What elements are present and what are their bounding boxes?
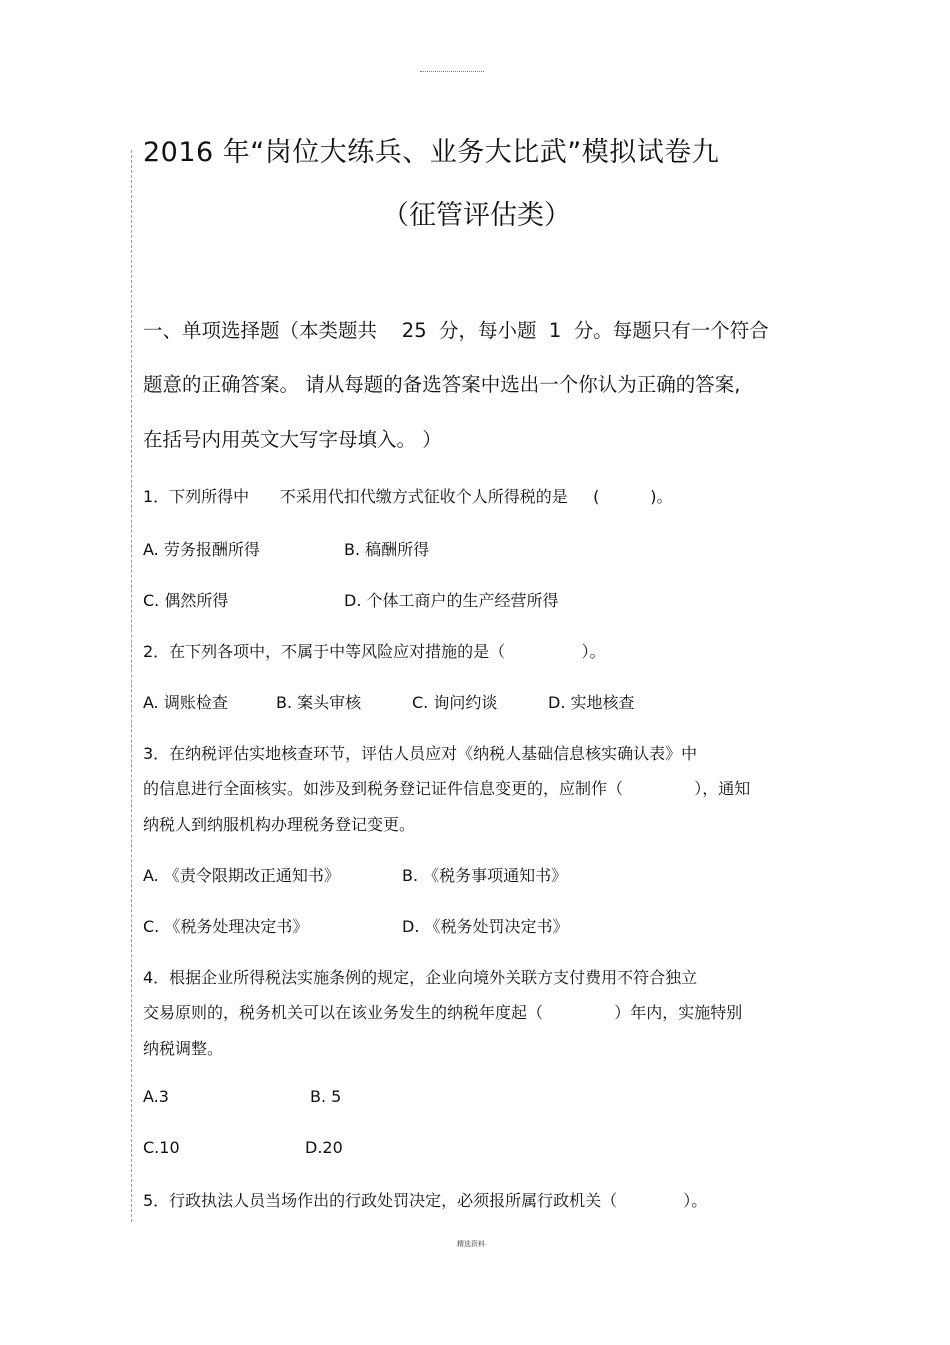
option-b: B. 稿酬所得 — [344, 540, 430, 559]
section-instruction-line: 在括号内用英文大写字母填入。 ） — [143, 428, 442, 451]
option-d: D. 实地核查 — [548, 693, 635, 712]
option-c: C. 询问约谈 — [412, 693, 498, 712]
section-instruction-line: 一、单项选择题（本类题共 25 分，每小题 1 分。每题只有一个符合 — [143, 319, 769, 342]
page-footer: 精选资料 — [457, 1240, 485, 1248]
question-text: 2．在下列各项中，不属于中等风险应对措施的是（ ）。 — [143, 642, 606, 661]
section-instruction-line: 题意的正确答案。 请从每题的备选答案中选出一个你认为正确的答案, — [143, 373, 741, 396]
question-text: 3．在纳税评估实地核查环节，评估人员应对《纳税人基础信息核实确认表》中 — [143, 744, 698, 763]
question-text: 纳税调整。 — [143, 1039, 224, 1058]
option-b: B. 5 — [310, 1087, 342, 1106]
question-text: 纳税人到纳服机构办理税务登记变更。 — [143, 815, 416, 834]
question-text: 1．下列所得中 不采用代扣代缴方式征收个人所得税的是 ( )。 — [143, 487, 673, 506]
option-c: C. 《税务处理决定书》 — [143, 917, 309, 936]
question-text: 4．根据企业所得税法实施条例的规定，企业向境外关联方支付费用不符合独立 — [143, 968, 698, 987]
option-b: B. 《税务事项通知书》 — [402, 866, 568, 885]
option-c: C. 偶然所得 — [143, 591, 229, 610]
option-a: A. 劳务报酬所得 — [143, 540, 260, 559]
question-text: 5．行政执法人员当场作出的行政处罚决定，必须报所属行政机关（ ）。 — [143, 1191, 708, 1210]
option-d: D. 个体工商户的生产经营所得 — [344, 591, 559, 610]
option-d: D.20 — [305, 1138, 343, 1157]
option-a: A. 《责令限期改正通知书》 — [143, 866, 340, 885]
option-a: A.3 — [143, 1087, 169, 1106]
option-d: D. 《税务处罚决定书》 — [402, 917, 569, 936]
option-b: B. 案头审核 — [276, 693, 362, 712]
header-rule — [420, 71, 484, 72]
binding-margin-line — [131, 150, 132, 1222]
option-c: C.10 — [143, 1138, 180, 1157]
question-text: 的信息进行全面核实。如涉及到税务登记证件信息变更的，应制作（ ），通知 — [143, 779, 751, 798]
exam-subtitle: （征管评估类） — [382, 200, 571, 231]
exam-title: 2016 年“岗位大练兵、业务大比武”模拟试卷九 — [143, 137, 720, 168]
question-text: 交易原则的，税务机关可以在该业务发生的纳税年度起（ ）年内，实施特别 — [143, 1003, 743, 1022]
option-a: A. 调账检查 — [143, 693, 228, 712]
